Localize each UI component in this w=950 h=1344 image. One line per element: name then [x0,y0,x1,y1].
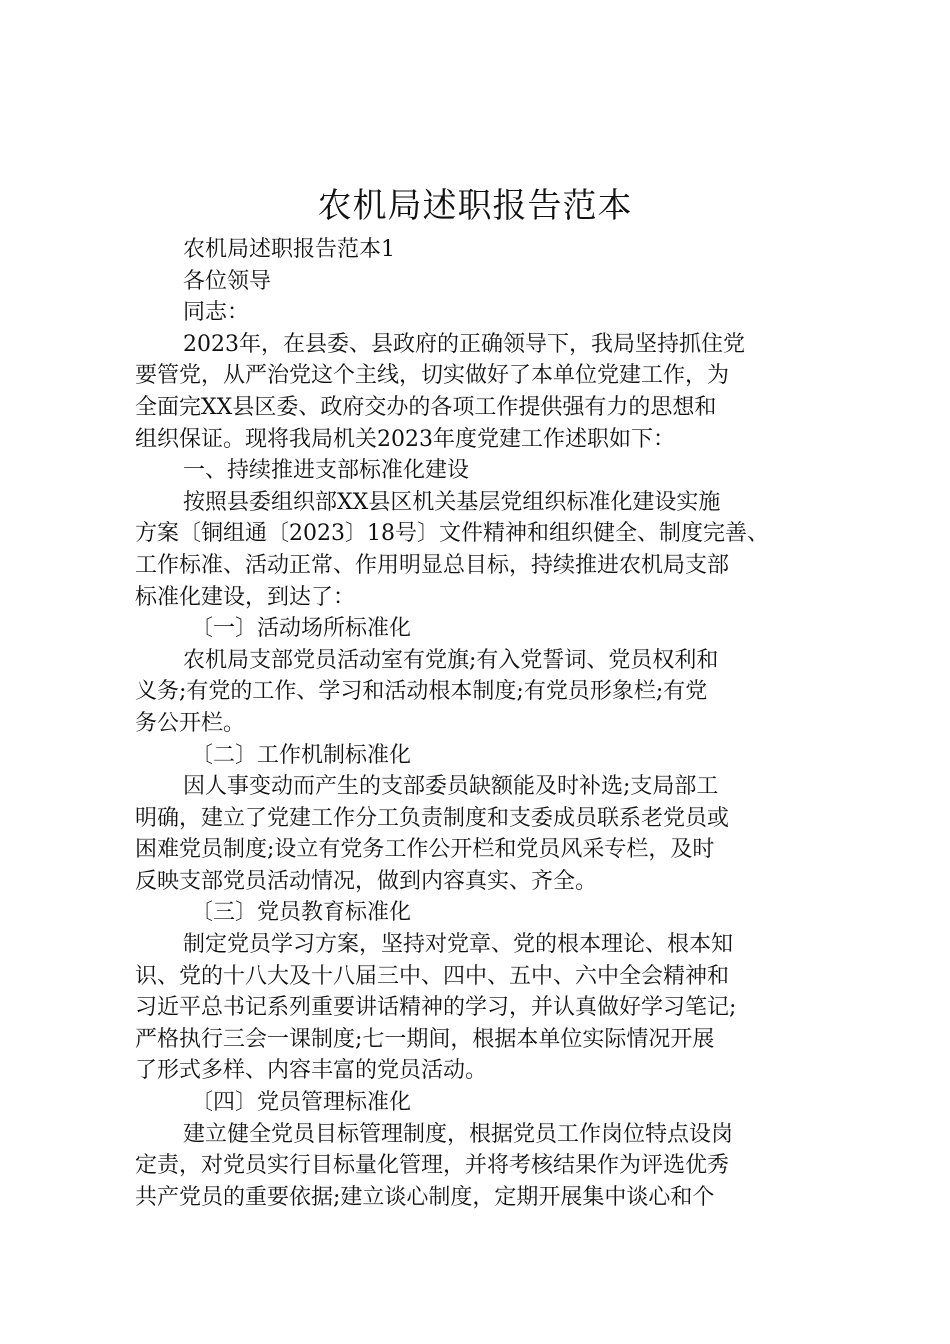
body-paragraph [135,487,835,613]
intro-paragraph [135,329,835,455]
salutation-paragraph [135,297,835,329]
body-paragraph [135,929,835,1087]
text-line: 制定党员学习方案，坚持对党章、党的根本理论、根本知 [183,932,734,958]
text-line: 农机局支部党员活动室有党旗;有入党誓词、党员权利和 [183,647,719,673]
body-paragraph [135,771,835,897]
text-line: 全面完XX县区委、政府交办的各项工作提供强有力的思想和 [135,394,717,420]
document-title: 农机局述职报告范本 [317,186,633,226]
text-line: 因人事变动而产生的支部委员缺额能及时补选;支局部工 [183,774,719,800]
text-line: 同志： [183,300,250,326]
text-line: 明确，建立了党建工作分工负责制度和支委成员联系老党员或 [135,805,730,831]
text-line: 〔三〕党员教育标准化 [191,900,412,926]
text-line: 习近平总书记系列重要讲话精神的学习，并认真做好学习笔记; [135,995,737,1021]
text-line: 务公开栏。 [135,710,246,736]
subsection-heading [135,897,835,929]
text-line: 〔一〕活动场所标准化 [191,616,412,642]
text-line: 定责，对党员实行目标量化管理，并将考核结果作为评选优秀 [135,1153,730,1179]
text-line: 标准化建设，到达了： [135,584,356,610]
text-line: 困难党员制度;设立有党务工作公开栏和党员风采专栏，及时 [135,837,715,863]
subsection-heading [135,740,835,772]
text-line: 共产党员的重要依据;建立谈心制度，定期开展集中谈心和个 [135,1184,715,1210]
salutation-paragraph [135,266,835,298]
text-line: 〔四〕党员管理标准化 [191,1090,412,1116]
body-paragraph [135,645,835,740]
text-line: 工作标准、活动正常、作用明显总目标，持续推进农机局支部 [135,552,730,578]
text-line: 义务;有党的工作、学习和活动根本制度;有党员形象栏;有党 [135,679,708,705]
text-line: 按照县委组织部XX县区机关基层党组织标准化建设实施 [183,489,721,515]
text-line: 严格执行三会一课制度;七一期间，根据本单位实际情况开展 [135,1026,715,1052]
subsection-heading [135,613,835,645]
text-line: 识、党的十八大及十八届三中、四中、五中、六中全会精神和 [135,963,730,989]
text-line: 各位领导 [183,268,272,294]
section-heading [135,455,835,487]
body-paragraph [135,1119,835,1214]
text-line: 反映支部党员活动情况，做到内容真实、齐全。 [135,868,598,894]
text-line: 要管党，从严治党这个主线，切实做好了本单位党建工作，为 [135,363,730,389]
text-line: 方案〔铜组通〔2023〕18号〕文件精神和组织健全、制度完善、 [135,521,769,547]
text-line: 组织保证。现将我局机关2023年度党建工作述职如下： [135,426,675,452]
text-line: 农机局述职报告范本1 [183,237,395,262]
subsection-heading [135,1087,835,1119]
text-line: 〔二〕工作机制标准化 [191,742,412,768]
text-line: 建立健全党员目标管理制度，根据党员工作岗位特点设岗 [183,1121,734,1147]
text-line: 了形式多样、内容丰富的党员活动。 [135,1058,488,1084]
text-line: 一、持续推进支部标准化建设 [183,458,470,484]
text-line: 2023年，在县委、县政府的正确领导下，我局坚持抓住党 [183,331,745,357]
document-body [135,234,835,1213]
subtitle-paragraph [135,234,835,266]
